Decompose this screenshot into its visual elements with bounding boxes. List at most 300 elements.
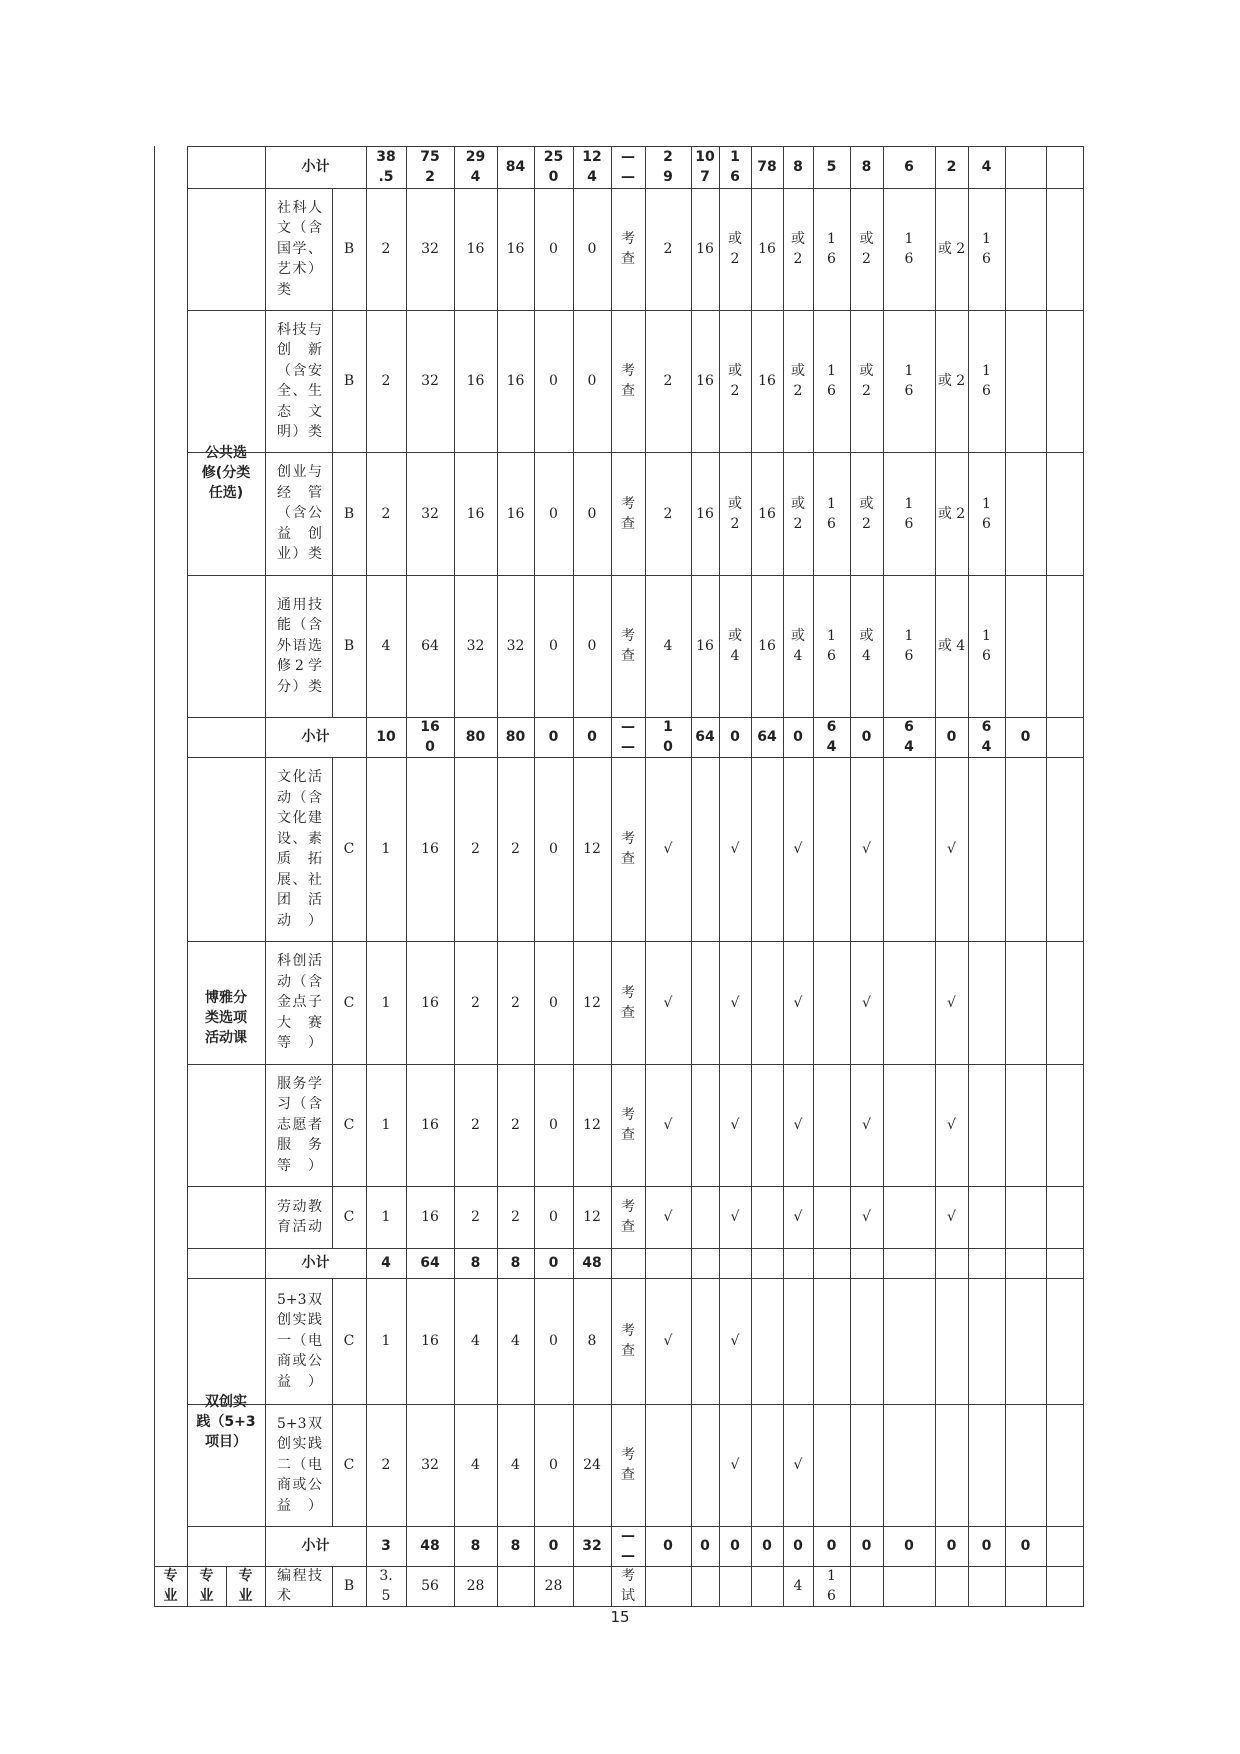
course-cell: [813, 1404, 850, 1526]
subtotal-cell: 29 4: [465, 149, 486, 185]
subtotal-cell: 8: [861, 159, 872, 175]
course-cell: [751, 941, 783, 1064]
subtotal-cell: 32: [582, 1538, 602, 1554]
subtotal-cell: 0: [826, 1538, 837, 1554]
page-number: 15: [610, 1608, 630, 1626]
subtotal-cell: 10: [376, 729, 396, 745]
course-cell: [1046, 1064, 1083, 1186]
course-cell: C: [343, 994, 355, 1011]
course-cell: 16: [758, 373, 776, 389]
subtotal-cell: 0: [663, 1538, 673, 1554]
course-cell: √: [947, 994, 956, 1011]
course-cell: 1 6: [982, 363, 991, 399]
major-label: 专 业: [238, 1568, 253, 1604]
course-cell: 32: [421, 373, 439, 389]
course-name: 5+3双创实践二（电商或公益）: [277, 1415, 322, 1514]
subtotal-cell: 80: [505, 729, 526, 745]
subtotal-cell: 75 2: [420, 149, 440, 185]
course-cell: √: [730, 841, 740, 857]
course-cell: [935, 1278, 968, 1404]
course-cell: 1 6: [982, 628, 991, 664]
course-cell: √: [730, 1457, 740, 1473]
course-cell: 4: [511, 1457, 520, 1473]
course-cell: [1046, 1404, 1083, 1526]
course-cell: 考 查: [621, 363, 635, 399]
course-cell: 或 2: [937, 373, 966, 389]
course-cell: 0: [587, 505, 597, 522]
course-cell: 2: [663, 241, 673, 257]
course-cell: [813, 1278, 850, 1404]
course-cell: [850, 1404, 883, 1526]
course-name: 文化活动（含文化建设、素质拓展、社团活动）: [277, 769, 322, 929]
subtotal-cell: [1046, 1526, 1083, 1566]
subtotal-cell: 6 4: [981, 719, 992, 755]
course-cell: √: [793, 1117, 803, 1133]
course-cell: 24: [583, 1457, 601, 1473]
course-cell: [968, 1566, 1005, 1606]
subtotal-cell: 6: [904, 159, 914, 175]
major-label: 专 业: [199, 1568, 214, 1604]
course-cell: [968, 941, 1005, 1064]
course-cell: 2: [663, 505, 673, 522]
course-cell: [935, 1404, 968, 1526]
subtotal-cell: 0: [981, 1538, 992, 1554]
course-cell: 考 查: [621, 984, 635, 1021]
subtotal-cell: 0: [793, 1538, 803, 1554]
course-cell: [883, 1566, 935, 1606]
course-cell: [968, 1404, 1005, 1526]
course-cell: [691, 1064, 719, 1186]
course-cell: 1 6: [827, 495, 836, 532]
course-cell: C: [343, 1209, 355, 1225]
course-cell: 或 4: [791, 628, 805, 664]
subtotal-cell: 1 0: [663, 719, 673, 755]
course-cell: [691, 1404, 719, 1526]
subtotal-label: 小计: [301, 159, 330, 175]
course-cell: 32: [421, 505, 439, 522]
course-cell: C: [343, 1117, 355, 1133]
subtotal-cell: 12 4: [582, 149, 602, 185]
course-cell: 0: [549, 1457, 558, 1473]
course-cell: 1 6: [904, 363, 914, 399]
subtotal-cell: 48: [582, 1255, 602, 1271]
course-cell: B: [343, 638, 355, 654]
course-cell: [645, 1566, 691, 1606]
course-cell: 1 6: [982, 231, 991, 267]
course-cell: 2: [511, 1117, 520, 1133]
subtotal-cell: 16 0: [420, 719, 440, 755]
subtotal-cell: 0: [762, 1538, 772, 1554]
course-cell: √: [730, 994, 740, 1011]
subtotal-cell: 25 0: [543, 149, 564, 185]
course-cell: 4: [471, 1457, 480, 1473]
subtotal-cell: 0: [730, 729, 740, 745]
subtotal-cell: 2: [946, 159, 957, 175]
course-name: 创业与经管（含公益创业）类: [277, 464, 322, 563]
course-cell: 4: [663, 638, 673, 654]
course-name: 5+3双创实践一（电商或公益）: [277, 1291, 322, 1390]
course-cell: [968, 757, 1005, 941]
course-cell: 2: [381, 1457, 391, 1473]
course-cell: 12: [583, 994, 601, 1011]
course-cell: [1005, 575, 1046, 717]
subtotal-cell: 0: [548, 1255, 559, 1271]
course-cell: 1 6: [904, 495, 914, 532]
subtotal-cell: [1046, 717, 1083, 757]
course-cell: [1005, 188, 1046, 310]
subtotal-cell: 4: [981, 159, 992, 175]
subtotal-cell: 2 9: [663, 149, 673, 185]
subtotal-cell: 80: [465, 729, 486, 745]
course-cell: 或 2: [728, 363, 742, 399]
course-cell: B: [343, 1578, 355, 1594]
subtotal-cell: 8: [510, 1255, 521, 1271]
subtotal-cell: 64: [420, 1255, 440, 1271]
course-cell: 1: [381, 1333, 391, 1349]
course-cell: 或 2: [859, 231, 874, 267]
course-cell: √: [730, 1117, 740, 1133]
subtotal-cell: 38 .5: [376, 149, 396, 185]
course-name: 编程技术: [277, 1567, 322, 1604]
course-cell: [813, 941, 850, 1064]
course-cell: [1046, 188, 1083, 310]
course-cell: 或 2: [859, 363, 874, 399]
course-cell: [1046, 575, 1083, 717]
course-cell: [1005, 941, 1046, 1064]
course-cell: √: [793, 1457, 803, 1473]
course-cell: 32: [421, 241, 439, 257]
course-cell: 1 6: [827, 231, 836, 267]
course-cell: [751, 757, 783, 941]
course-cell: [1005, 1404, 1046, 1526]
subtotal-cell: 0: [904, 1538, 914, 1554]
course-cell: 16: [696, 505, 714, 522]
course-cell: [813, 1064, 850, 1186]
subtotal-cell: [751, 1248, 783, 1278]
course-cell: 16: [466, 373, 485, 389]
course-cell: [783, 1278, 813, 1404]
course-name: 通用技能（含外语选修2学分）类: [277, 596, 322, 695]
course-cell: [751, 1404, 783, 1526]
subtotal-cell: 6 4: [826, 719, 837, 755]
major-label: 专 业: [163, 1568, 178, 1604]
course-cell: 12: [583, 1117, 601, 1133]
course-cell: C: [343, 1333, 355, 1349]
course-cell: 16: [421, 1117, 439, 1133]
course-cell: 4: [471, 1333, 480, 1349]
course-cell: √: [730, 1209, 740, 1225]
course-cell: 或 2: [937, 241, 966, 257]
course-cell: 16: [758, 241, 776, 257]
course-cell: 16: [696, 241, 714, 257]
subtotal-cell: 10 7: [695, 149, 715, 185]
course-cell: [1046, 757, 1083, 941]
course-cell: [850, 1278, 883, 1404]
course-cell: [883, 1278, 935, 1404]
course-cell: 1 6: [904, 231, 914, 267]
course-cell: 考 查: [621, 1107, 635, 1143]
course-cell: 64: [421, 638, 439, 654]
course-name: 科创活动（含金点子大赛等）: [277, 953, 322, 1052]
course-cell: [968, 1278, 1005, 1404]
course-cell: 2: [381, 505, 391, 522]
course-cell: C: [343, 841, 355, 857]
course-cell: [813, 1186, 850, 1248]
course-cell: 0: [549, 241, 558, 257]
course-cell: √: [862, 994, 871, 1011]
course-cell: B: [343, 505, 355, 522]
course-cell: [719, 1566, 751, 1606]
category-label: 双创实 践（5+3 项目）: [196, 1394, 256, 1450]
course-cell: √: [663, 994, 673, 1011]
subtotal-cell: 3: [381, 1538, 391, 1554]
course-cell: [1046, 452, 1083, 575]
course-cell: 0: [549, 1209, 558, 1225]
subtotal-cell: 0: [730, 1538, 740, 1554]
course-cell: √: [663, 841, 673, 857]
subtotal-cell: [691, 1248, 719, 1278]
subtotal-cell: 8: [470, 1538, 481, 1554]
course-cell: 16: [758, 638, 776, 654]
course-cell: 32: [466, 638, 485, 654]
subtotal-cell: 6 4: [904, 719, 914, 755]
course-cell: [751, 1566, 783, 1606]
subtotal-cell: — —: [621, 719, 635, 755]
course-cell: [691, 1278, 719, 1404]
subtotal-cell: 4: [381, 1255, 391, 1271]
course-cell: 考 查: [621, 495, 635, 532]
course-cell: 考 查: [621, 831, 635, 867]
course-cell: 或 4: [937, 638, 966, 654]
subtotal-cell: 8: [470, 1255, 481, 1271]
course-cell: 16: [696, 638, 714, 654]
course-cell: 32: [506, 638, 525, 654]
subtotal-cell: [1046, 1248, 1083, 1278]
course-cell: 考 查: [621, 1199, 635, 1235]
subtotal-cell: [1005, 146, 1046, 188]
subtotal-cell: 48: [420, 1538, 440, 1554]
course-cell: 考 试: [621, 1568, 635, 1604]
course-cell: [691, 941, 719, 1064]
course-cell: √: [663, 1333, 673, 1349]
course-cell: 或 2: [791, 495, 805, 532]
course-cell: 4: [793, 1578, 803, 1594]
subtotal-cell: 0: [793, 729, 803, 745]
course-cell: [883, 1404, 935, 1526]
course-cell: 1 6: [904, 628, 914, 664]
course-cell: 2: [511, 994, 520, 1011]
course-cell: [1005, 1566, 1046, 1606]
course-cell: 16: [421, 1209, 439, 1225]
course-cell: [1046, 1186, 1083, 1248]
course-cell: 2: [511, 1209, 520, 1225]
subtotal-cell: 64: [695, 729, 715, 745]
course-cell: [1046, 1566, 1083, 1606]
course-cell: 1: [381, 1209, 391, 1225]
course-cell: 2: [471, 1209, 480, 1225]
subtotal-cell: [645, 1248, 691, 1278]
course-cell: 0: [587, 373, 597, 389]
subtotal-cell: 8: [793, 159, 803, 175]
subtotal-cell: [850, 1248, 883, 1278]
subtotal-label: 小计: [301, 1255, 330, 1271]
course-cell: [968, 1186, 1005, 1248]
course-cell: 1: [381, 994, 391, 1011]
course-cell: 0: [549, 505, 558, 522]
subtotal-cell: 0: [548, 729, 559, 745]
course-cell: 1 6: [827, 1568, 836, 1604]
course-cell: √: [793, 841, 803, 857]
course-cell: [691, 1566, 719, 1606]
course-cell: 2: [471, 994, 480, 1011]
course-cell: 16: [466, 241, 485, 257]
subtotal-label: 小计: [301, 1538, 330, 1554]
course-cell: √: [862, 1209, 871, 1225]
course-cell: 12: [583, 841, 601, 857]
course-cell: √: [793, 994, 803, 1011]
course-cell: 或 2: [728, 495, 742, 532]
course-cell: √: [947, 841, 956, 857]
course-cell: B: [343, 241, 355, 257]
course-cell: [1005, 757, 1046, 941]
course-cell: 8: [587, 1333, 597, 1349]
course-cell: 或 2: [791, 363, 805, 399]
course-cell: 0: [587, 638, 597, 654]
course-cell: 考 查: [621, 628, 635, 664]
subtotal-cell: 0: [946, 1538, 957, 1554]
subtotal-cell: 1 6: [730, 149, 740, 185]
course-cell: [1005, 1278, 1046, 1404]
course-cell: [1046, 941, 1083, 1064]
subtotal-cell: [1046, 146, 1083, 188]
course-cell: 或 2: [728, 231, 742, 267]
course-cell: B: [343, 373, 355, 389]
course-cell: 或 2: [791, 231, 805, 267]
course-cell: 16: [466, 505, 485, 522]
course-cell: 1: [381, 841, 391, 857]
course-cell: [751, 1186, 783, 1248]
course-cell: 0: [587, 241, 597, 257]
course-cell: √: [793, 1209, 803, 1225]
course-cell: [813, 757, 850, 941]
course-cell: √: [947, 1209, 956, 1225]
course-cell: [1005, 310, 1046, 452]
course-cell: [1005, 1186, 1046, 1248]
course-cell: 2: [511, 841, 520, 857]
subtotal-cell: [719, 1248, 751, 1278]
course-cell: 16: [758, 505, 776, 522]
course-cell: [645, 1404, 691, 1526]
course-cell: 16: [696, 373, 714, 389]
course-cell: [751, 1064, 783, 1186]
course-cell: 28: [466, 1578, 485, 1594]
course-cell: 0: [549, 373, 558, 389]
course-cell: [691, 757, 719, 941]
course-cell: √: [663, 1209, 673, 1225]
course-cell: √: [862, 1117, 871, 1133]
subtotal-cell: [611, 1248, 645, 1278]
subtotal-cell: 0: [1020, 1538, 1031, 1554]
course-cell: 0: [549, 638, 558, 654]
subtotal-cell: [883, 1248, 935, 1278]
course-name: 服务学习（含志愿者服务等）: [277, 1075, 322, 1174]
subtotal-cell: 78: [757, 159, 777, 175]
subtotal-cell: 0: [861, 1538, 872, 1554]
course-cell: 1 6: [827, 628, 836, 664]
course-cell: 2: [381, 373, 391, 389]
course-cell: 2: [381, 241, 391, 257]
course-cell: √: [730, 1333, 740, 1349]
subtotal-cell: 8: [510, 1538, 521, 1554]
course-cell: [883, 1186, 935, 1248]
course-cell: 16: [421, 994, 439, 1011]
course-cell: [883, 1064, 935, 1186]
course-cell: [935, 1566, 968, 1606]
subtotal-cell: 5: [826, 159, 837, 175]
category-label: 博雅分 类选项 活动课: [205, 989, 247, 1046]
subtotal-cell: [935, 1248, 968, 1278]
course-cell: [883, 941, 935, 1064]
course-cell: [691, 1186, 719, 1248]
course-cell: 1 6: [827, 363, 836, 399]
course-name: 劳动教育活动: [277, 1198, 322, 1235]
subtotal-cell: 0: [1020, 729, 1031, 745]
column-border: [154, 146, 155, 1606]
subtotal-cell: 0: [587, 729, 597, 745]
course-cell: 考 查: [621, 231, 635, 267]
course-cell: 56: [421, 1578, 439, 1594]
course-cell: C: [343, 1457, 355, 1473]
category-label: 公共选 修(分类 任选): [201, 444, 251, 501]
course-cell: 2: [471, 841, 480, 857]
course-cell: 16: [421, 841, 439, 857]
course-cell: 或 2: [859, 495, 874, 532]
course-cell: √: [947, 1117, 956, 1133]
subtotal-cell: 84: [505, 159, 526, 175]
course-cell: [1046, 1278, 1083, 1404]
course-cell: [883, 757, 935, 941]
course-cell: [968, 1064, 1005, 1186]
course-cell: 1 6: [982, 495, 991, 532]
course-cell: [1005, 1064, 1046, 1186]
course-cell: 或 4: [728, 628, 742, 664]
course-cell: 2: [663, 373, 673, 389]
subtotal-cell: — —: [621, 1528, 635, 1564]
subtotal-cell: [1005, 1248, 1046, 1278]
course-cell: [573, 1566, 611, 1606]
subtotal-cell: 0: [548, 1538, 559, 1554]
course-cell: 28: [544, 1578, 563, 1594]
course-cell: 考 查: [621, 1323, 635, 1359]
course-name: 科技与创新（含安全、生态文明）类: [277, 321, 322, 440]
course-cell: [1005, 452, 1046, 575]
row-border: [154, 1606, 1084, 1607]
course-cell: 16: [506, 505, 525, 522]
course-cell: 32: [421, 1457, 439, 1473]
course-cell: 0: [549, 841, 558, 857]
column-border: [1083, 146, 1084, 1606]
course-cell: 12: [583, 1209, 601, 1225]
course-cell: 0: [549, 994, 558, 1011]
course-cell: √: [663, 1117, 673, 1133]
course-cell: 4: [511, 1333, 520, 1349]
subtotal-cell: 64: [757, 729, 777, 745]
subtotal-cell: [813, 1248, 850, 1278]
course-cell: [1046, 310, 1083, 452]
subtotal-cell: — —: [621, 149, 635, 185]
course-cell: [497, 1566, 534, 1606]
course-cell: 或 4: [859, 628, 874, 664]
